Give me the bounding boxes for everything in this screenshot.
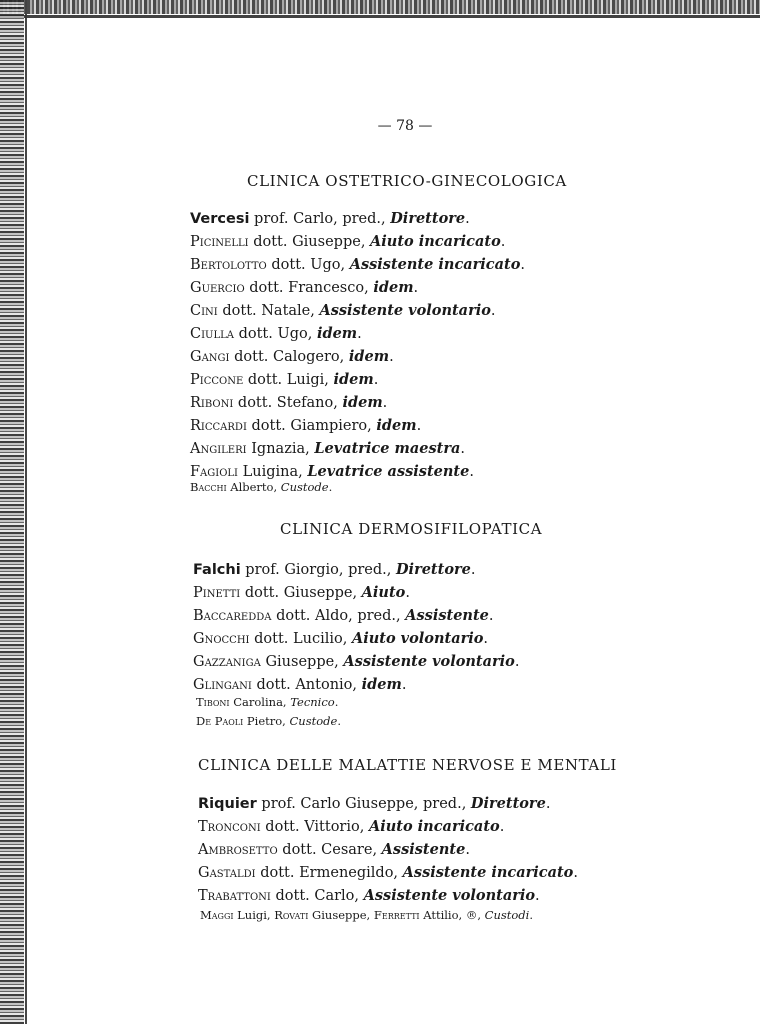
entry-guercio [190,281,418,296]
entry-role: idem [376,417,417,434]
entry-gazzaniga [193,655,519,670]
entry-surname: Vercesi [190,211,250,227]
entry-details: Alberto, [226,480,281,494]
entry-role: Custode [289,714,338,728]
entry-role: Assistente [405,607,489,624]
entry-details: prof. Giorgio, pred., [240,562,396,578]
entry-details: dott. Francesco, [244,280,374,296]
entry-surname: Bertolotto [190,257,267,273]
entry-details-3: Attilio, ®, [419,908,485,922]
entry-end: . [334,695,339,709]
entry-surname: Ciulla [190,326,234,342]
entry-details: Luigina, [238,464,308,480]
entry-end: . [413,280,419,296]
page-binding-edge [0,0,24,1024]
entry-piccone [190,373,378,388]
entry-details: dott. Aldo, pred., [271,608,406,624]
entry-surname: Gangi [190,349,230,365]
entry-end: . [469,464,474,480]
entry-surname-3: Ferretti [373,908,420,922]
entry-surname: Tronconi [198,819,261,835]
entry-role: Custodi [484,908,530,922]
entry-details: dott. Vittorio, [260,819,369,835]
entry-details: Giuseppe, [260,654,344,670]
entry-details: dott. Giuseppe, [248,234,371,250]
entry-bacchi [190,482,332,494]
entry-details: Pietro, [243,714,290,728]
entry-role: Assistente [381,841,466,858]
entry-riquier [198,797,550,812]
entry-surname: Maggi [200,908,234,922]
entry-role: Direttore [470,795,546,812]
entry-details: Carolina, [229,695,291,709]
entry-details: dott. Cesare, [277,842,382,858]
entry-end: . [389,349,394,365]
entry-details: dott. Luigi, [243,372,334,388]
entry-role: Aiuto [361,584,406,601]
entry-surname-2: Rovati [274,908,309,922]
entry-details: dott. Ugo, [266,257,350,273]
entry-role: Direttore [390,210,466,227]
entry-details-2: Giuseppe, [308,908,374,922]
entry-surname: Gnocchi [193,631,250,647]
entry-details: dott. Giuseppe, [240,585,362,601]
entry-surname: Piccone [190,372,244,388]
entry-details: dott. Calogero, [229,349,349,365]
entry-end: . [357,326,362,342]
entry-vercesi [190,212,470,227]
entry-tiboni [196,697,338,709]
entry-role: Assistente incaricato [349,256,521,273]
entry-end: . [405,585,410,601]
entry-role: idem [348,348,390,365]
entry-details: prof. Carlo, pred., [249,211,391,227]
entry-details: dott. Carlo, [270,888,364,904]
entry-end: . [573,865,578,881]
entry-bertolotto [190,258,525,273]
entry-riboni [190,396,387,411]
entry-glingani [193,678,406,693]
entry-role: idem [342,394,383,411]
entry-details: dott. Natale, [217,303,320,319]
entry-tronconi [198,820,504,835]
entry-surname: De Paoli [196,714,244,728]
entry-angileri [190,442,465,457]
entry-details: Luigi, [233,908,275,922]
entry-details: prof. Carlo Giuseppe, pred., [256,796,471,812]
entry-role: Levatrice maestra [314,440,461,457]
entry-role: idem [373,279,414,296]
entry-picinelli [190,235,505,250]
entry-role: Assistente volontario [343,653,515,670]
entry-role: Aiuto incaricato [370,233,501,250]
entry-details: Ignazia, [246,441,315,457]
entry-baccaredda [193,609,494,624]
entry-surname: Falchi [193,562,241,578]
entry-role: Aiuto incaricato [368,818,500,835]
entry-end: . [382,395,388,411]
entry-surname: Riquier [198,796,257,812]
entry-falchi [193,563,475,578]
entry-surname: Bacchi [190,480,227,494]
entry-end: . [545,796,551,812]
entry-trabattoni [198,889,540,904]
entry-end: . [465,211,470,227]
entry-end: . [500,234,506,250]
entry-gnocchi [193,632,488,647]
entry-role: Assistente incaricato [402,864,574,881]
entry-details: dott. Lucilio, [249,631,352,647]
entry-end: . [529,908,534,922]
entry-ciulla [190,327,362,342]
entry-role: Aiuto volontario [351,630,484,647]
entry-role: idem [333,371,374,388]
entry-end: . [460,441,466,457]
entry-role: Tecnico [290,695,335,709]
entry-end: . [328,480,333,494]
entry-role: idem [361,676,402,693]
entry-surname: Trabattoni [198,888,271,904]
entry-surname: Gazzaniga [193,654,261,670]
entry-de-paoli [196,716,341,728]
entry-surname: Tiboni [196,695,230,709]
entry-details: dott. Stefano, [233,395,343,411]
entry-details: dott. Antonio, [251,677,362,693]
entry-end: . [535,888,540,904]
entry-surname: Riccardi [190,418,247,434]
entry-cini [190,304,496,319]
entry-surname: Baccaredda [193,608,272,624]
entry-role: Custode [280,480,329,494]
entry-details: dott. Ugo, [233,326,317,342]
entry-gangi [190,350,394,365]
entry-end: . [416,418,422,434]
entry-surname: Fagioli [190,464,239,480]
entry-details: dott. Ermenegildo, [255,865,403,881]
entry-riccardi [190,419,421,434]
entry-surname: Gastaldi [198,865,256,881]
entry-surname: Picinelli [190,234,249,250]
entry-end: . [337,714,341,728]
entry-surname: Cini [190,303,218,319]
entry-end: . [499,819,505,835]
entry-role: Assistente volontario [319,302,491,319]
entry-role: Levatrice assistente [307,463,470,480]
entry-surname: Riboni [190,395,234,411]
entry-role: Direttore [395,561,471,578]
entry-pinetti [193,586,410,601]
entry-end: . [483,631,489,647]
page-number: — 78 — [377,118,433,134]
entry-end: . [470,562,476,578]
section-heading-ostetrico: CLINICA OSTETRICO-GINECOLOGICA [247,172,567,190]
entry-custodi [200,910,533,922]
section-heading-dermosifilopatica: CLINICA DERMOSIFILOPATICA [280,520,543,538]
entry-end: . [514,654,520,670]
entry-gastaldi [198,866,578,881]
entry-fagioli [190,465,474,480]
entry-end: . [490,303,496,319]
entry-end: . [401,677,407,693]
entry-end: . [520,257,526,273]
page-top-border [0,0,760,14]
entry-role: Assistente volontario [363,887,536,904]
entry-role: idem [316,325,358,342]
entry-end: . [373,372,379,388]
entry-surname: Glingani [193,677,252,693]
entry-ambrosetto [198,843,470,858]
section-heading-malattie-nervose: CLINICA DELLE MALATTIE NERVOSE E MENTALI [198,756,617,774]
entry-surname: Pinetti [193,585,241,601]
entry-surname: Guercio [190,280,245,296]
entry-surname: Ambrosetto [198,842,278,858]
entry-surname: Angileri [190,441,247,457]
entry-end: . [465,842,470,858]
entry-details: dott. Giampiero, [246,418,377,434]
entry-end: . [488,608,494,624]
